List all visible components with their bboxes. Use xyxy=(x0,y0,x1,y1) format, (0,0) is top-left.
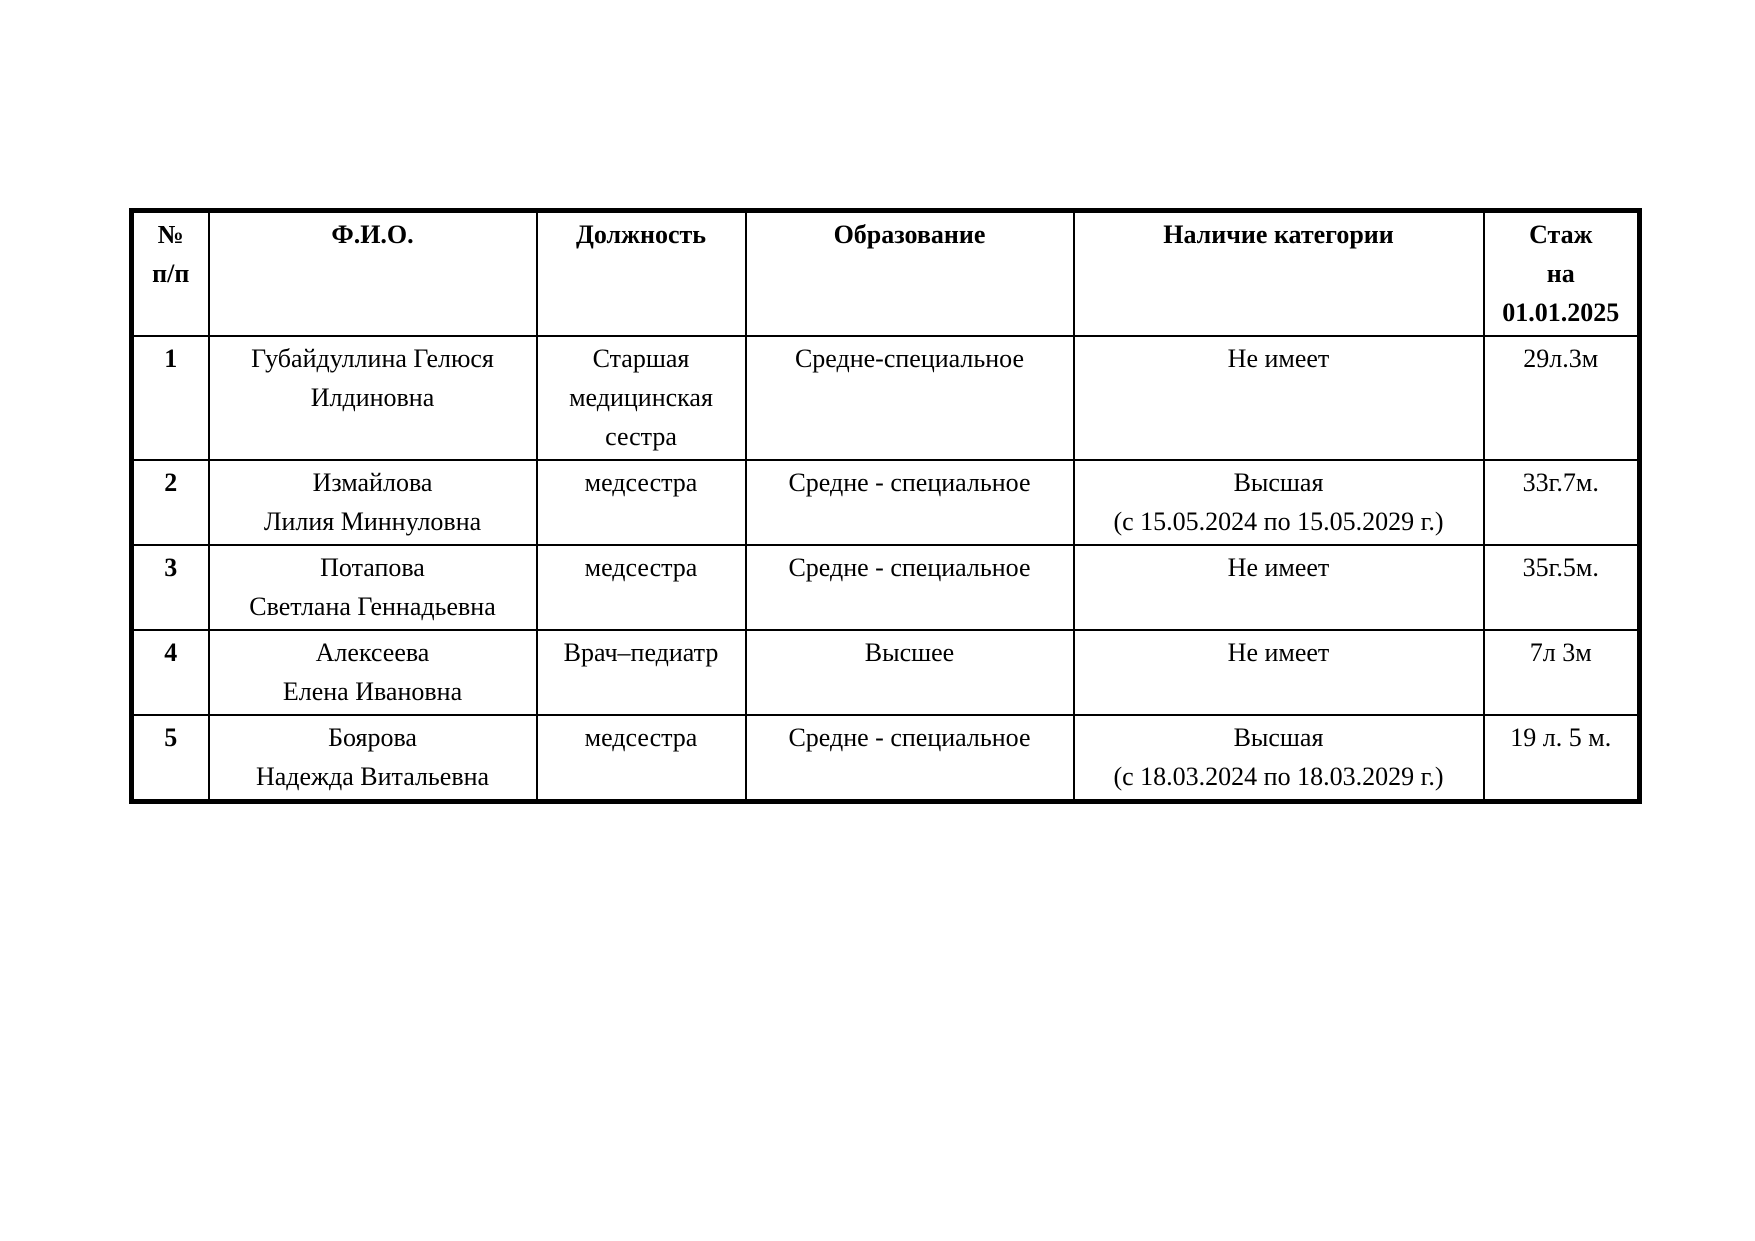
position-line: медсестра xyxy=(584,723,698,752)
fio-line: Надежда Витальевна xyxy=(255,762,490,791)
row-num: 4 xyxy=(132,630,209,715)
position-line: медсестра xyxy=(584,553,698,582)
header-position: Должность xyxy=(537,211,746,337)
fio-line: Потапова xyxy=(320,553,425,582)
category-line: Не имеет xyxy=(1227,553,1330,582)
position-line: сестра xyxy=(605,422,677,451)
table-row xyxy=(132,460,1640,545)
row-category xyxy=(1074,336,1484,460)
header-num-line: п/п xyxy=(152,259,190,288)
row-fio xyxy=(209,715,537,802)
fio-line: Илдиновна xyxy=(310,383,435,412)
header-row xyxy=(132,211,1640,337)
row-education: Высшее xyxy=(746,630,1074,715)
row-education: Средне - специальное xyxy=(746,460,1074,545)
row-education: Средне - специальное xyxy=(746,545,1074,630)
row-num: 2 xyxy=(132,460,209,545)
row-experience: 7л 3м xyxy=(1484,630,1640,715)
category-line: Не имеет xyxy=(1227,344,1330,373)
fio-line: Измайлова xyxy=(312,468,433,497)
row-num: 1 xyxy=(132,336,209,460)
fio-line: Боярова xyxy=(328,723,417,752)
position-line: Старшая xyxy=(592,344,690,373)
fio-line: Лилия Миннуловна xyxy=(263,507,482,536)
position-line: медсестра xyxy=(584,468,698,497)
category-line: Не имеет xyxy=(1227,638,1330,667)
fio-line: Елена Ивановна xyxy=(282,677,463,706)
header-experience-line: на xyxy=(1546,259,1575,288)
header-num xyxy=(132,211,209,337)
row-category xyxy=(1074,715,1484,802)
row-position xyxy=(537,630,746,715)
position-line: Врач–педиатр xyxy=(563,638,719,667)
row-fio xyxy=(209,545,537,630)
row-position xyxy=(537,460,746,545)
position-line: медицинская xyxy=(569,383,713,412)
row-position xyxy=(537,545,746,630)
row-position xyxy=(537,715,746,802)
header-fio: Ф.И.О. xyxy=(209,211,537,337)
row-num: 3 xyxy=(132,545,209,630)
row-fio xyxy=(209,336,537,460)
row-experience: 35г.5м. xyxy=(1484,545,1640,630)
header-experience-line: 01.01.2025 xyxy=(1502,298,1620,327)
row-category xyxy=(1074,545,1484,630)
category-line: Высшая xyxy=(1233,723,1324,752)
row-fio xyxy=(209,630,537,715)
fio-line: Светлана Геннадьевна xyxy=(249,592,496,621)
header-category: Наличие категории xyxy=(1074,211,1484,337)
row-fio xyxy=(209,460,537,545)
row-education: Средне - специальное xyxy=(746,715,1074,802)
row-experience: 29л.3м xyxy=(1484,336,1640,460)
table-row xyxy=(132,336,1640,460)
table-row xyxy=(132,715,1640,802)
header-experience xyxy=(1484,211,1640,337)
row-experience: 33г.7м. xyxy=(1484,460,1640,545)
header-education: Образование xyxy=(746,211,1074,337)
category-line: Высшая xyxy=(1233,468,1324,497)
row-category xyxy=(1074,460,1484,545)
header-experience-line: Стаж xyxy=(1529,220,1593,249)
row-num: 5 xyxy=(132,715,209,802)
category-line: (с 15.05.2024 по 15.05.2029 г.) xyxy=(1113,507,1444,536)
row-position xyxy=(537,336,746,460)
category-line: (с 18.03.2024 по 18.03.2029 г.) xyxy=(1113,762,1444,791)
table-row xyxy=(132,545,1640,630)
fio-line: Алексеева xyxy=(315,638,430,667)
row-education: Средне-специальное xyxy=(746,336,1074,460)
row-category xyxy=(1074,630,1484,715)
header-num-line: № xyxy=(157,220,184,249)
staff-table xyxy=(129,208,1642,804)
row-experience: 19 л. 5 м. xyxy=(1484,715,1640,802)
fio-line: Губайдуллина Гелюся xyxy=(251,344,494,373)
table-row xyxy=(132,630,1640,715)
